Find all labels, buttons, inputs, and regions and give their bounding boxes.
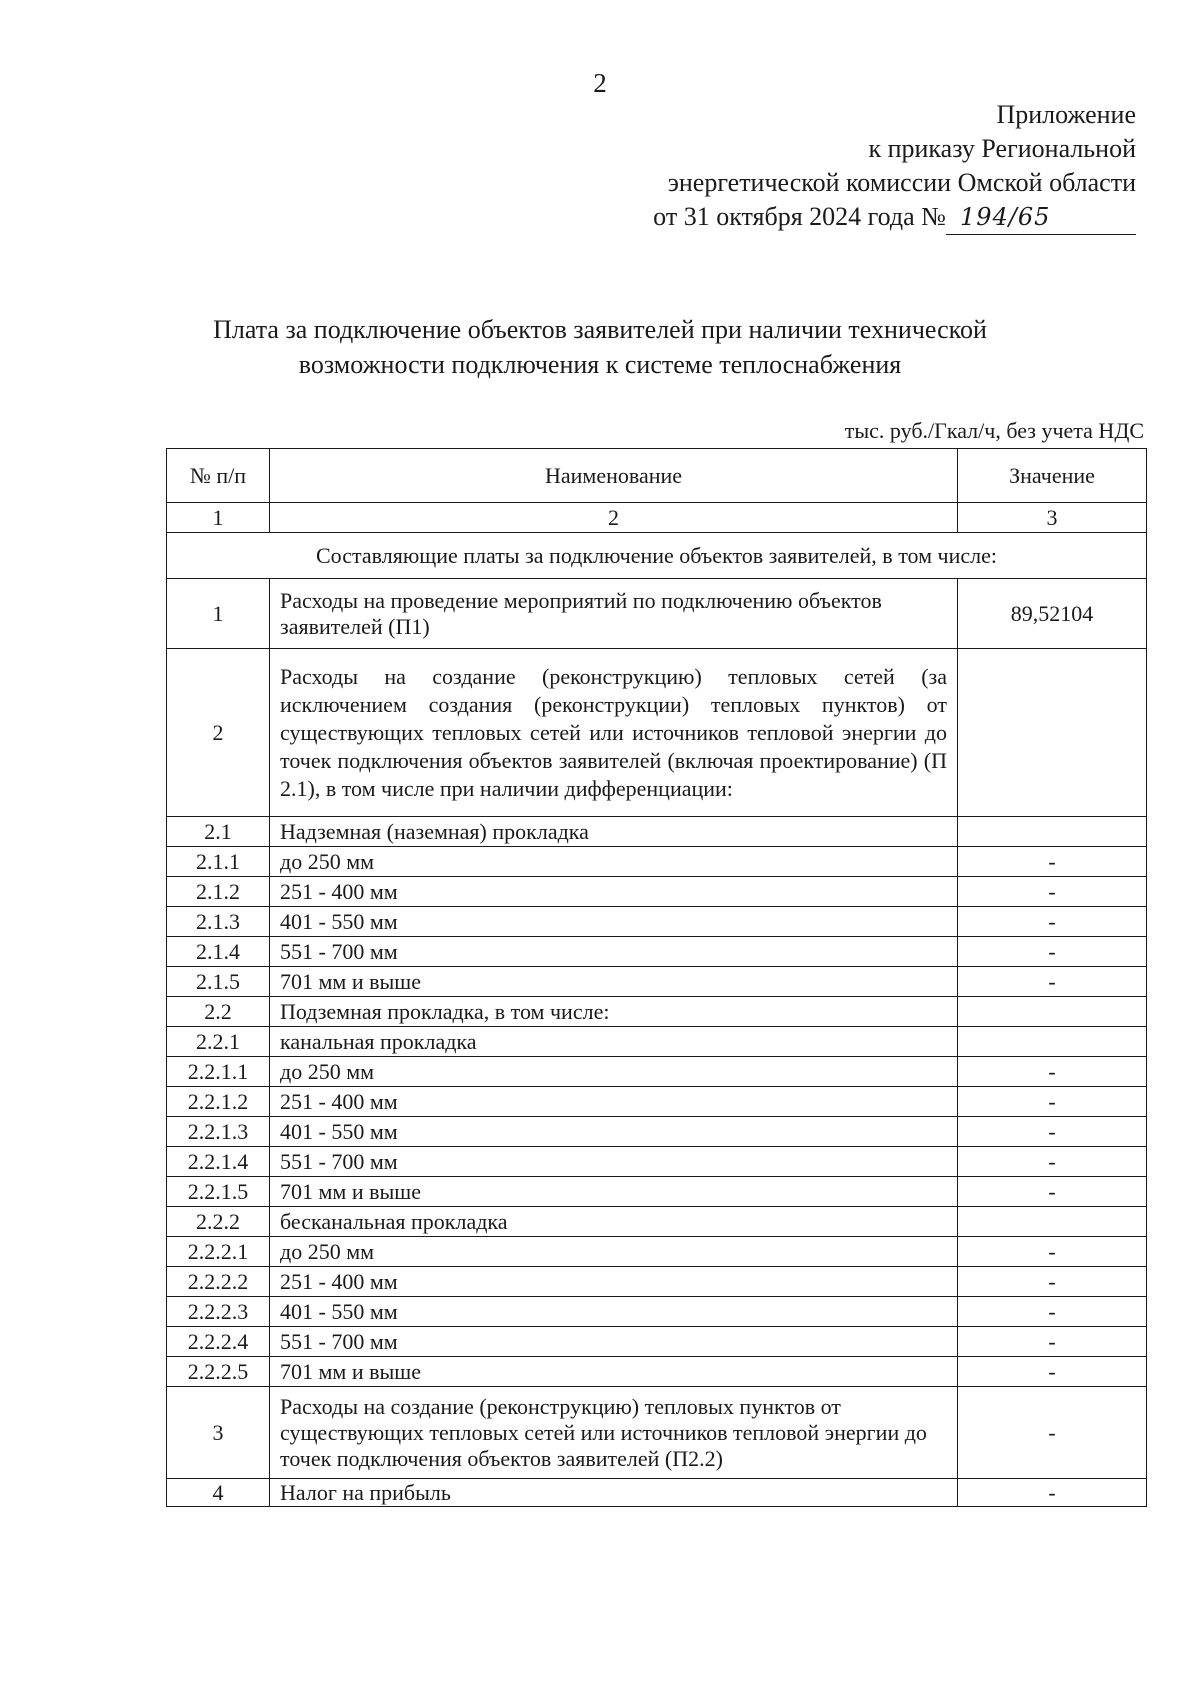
appendix-line-2: к приказу Региональной [868,134,1136,163]
row-name: 701 мм и выше [270,967,958,997]
row-value: - [958,1267,1147,1297]
table-row [167,907,1147,937]
order-date: от 31 октября 2024 года № [653,202,946,231]
row-number: 2.2.1.5 [167,1177,270,1207]
row-number: 4 [167,1479,270,1507]
appendix-line-3: энергетической комиссии Омской области [667,168,1136,197]
table-row [167,1117,1147,1147]
row-name: до 250 мм [270,1057,958,1087]
row-value: - [958,1297,1147,1327]
table-row [167,1027,1147,1057]
row-number: 2.2.1.1 [167,1057,270,1087]
row-number: 2.2.2.4 [167,1327,270,1357]
header-name: Наименование [270,449,958,503]
row-name: 701 мм и выше [270,1177,958,1207]
row-number: 2.2.1.3 [167,1117,270,1147]
row-value [958,997,1147,1027]
row-name: до 250 мм [270,847,958,877]
row-value: - [958,967,1147,997]
row-value: - [958,907,1147,937]
table-row [167,817,1147,847]
page-number: 2 [593,68,607,98]
row-number: 2.1 [167,817,270,847]
table-row [167,997,1147,1027]
row-number: 2.1.5 [167,967,270,997]
table-row [167,1297,1147,1327]
column-number-3: 3 [958,503,1147,533]
table-row [167,649,1147,817]
row-name: 551 - 700 мм [270,1327,958,1357]
table-row [167,1177,1147,1207]
row-name: до 250 мм [270,1237,958,1267]
row-number: 2.1.3 [167,907,270,937]
header-number: № п/п [167,449,270,503]
column-number-row [167,503,1147,533]
row-name: 551 - 700 мм [270,1147,958,1177]
row-value: - [958,1177,1147,1207]
column-number-1: 1 [167,503,270,533]
row-value: - [958,877,1147,907]
row-name: бесканальная прокладка [270,1207,958,1237]
row-number: 2.2.2.1 [167,1237,270,1267]
table-row [167,579,1147,649]
row-value: - [958,937,1147,967]
row-value: - [958,1479,1147,1507]
row-value: - [958,1087,1147,1117]
row-number: 2.1.1 [167,847,270,877]
order-number-field [946,200,1136,235]
row-name: 551 - 700 мм [270,937,958,967]
row-name: Надземная (наземная) прокладка [270,817,958,847]
appendix-block [653,98,1136,235]
table-row [167,1087,1147,1117]
row-number: 2 [167,649,270,817]
row-name: 401 - 550 мм [270,907,958,937]
section-header: Составляющие платы за подключение объектов заявителей, в том числе: [167,533,1147,579]
table-row [167,937,1147,967]
table-header-row [167,449,1147,503]
row-name: Расходы на создание (реконструкцию) тепловых пунктов от существующих тепловых сетей или источников тепловой энергии до точек подключения объектов заявителей (П2.2) [270,1387,958,1479]
row-value: - [958,1147,1147,1177]
row-name: 401 - 550 мм [270,1297,958,1327]
row-number: 2.2.2 [167,1207,270,1237]
table-row [167,1479,1147,1507]
row-value: - [958,847,1147,877]
units-note: тыс. руб./Гкал/ч, без учета НДС [844,418,1144,443]
row-value: 89,52104 [958,579,1147,649]
section-header-row [167,533,1147,579]
row-number: 2.2.1.4 [167,1147,270,1177]
row-number: 2.1.2 [167,877,270,907]
row-value: - [958,1357,1147,1387]
row-number: 2.2.1 [167,1027,270,1057]
table-row [167,1147,1147,1177]
row-name: Расходы на создание (реконструкцию) тепловых сетей (за исключением создания (реконструкции) тепловых пунктов) от существующих тепловых сетей или источников тепловой энергии до точек подключения объектов заявителей (включая проектирование) (П 2.1), в том числе при наличии дифференциации: [270,649,958,817]
table-row [167,967,1147,997]
table-row [167,1237,1147,1267]
row-value: - [958,1057,1147,1087]
appendix-line-1: Приложение [996,100,1136,129]
table-row [167,877,1147,907]
row-name: Подземная прокладка, в том числе: [270,997,958,1027]
row-number: 2.2.2.5 [167,1357,270,1387]
order-number-handwritten: 194/65 [960,203,1051,231]
row-value [958,1027,1147,1057]
row-value [958,817,1147,847]
row-name: Расходы на проведение мероприятий по подключению объектов заявителей (П1) [270,579,958,649]
table-row [167,1207,1147,1237]
row-number: 1 [167,579,270,649]
row-name: 251 - 400 мм [270,1267,958,1297]
row-number: 2.1.4 [167,937,270,967]
table-row [167,847,1147,877]
title-line-1: Плата за подключение объектов заявителей при наличии технической [213,315,987,344]
row-number: 2.2.2.3 [167,1297,270,1327]
table-row [167,1387,1147,1479]
table-row [167,1267,1147,1297]
document-title [170,312,1030,382]
row-value [958,1207,1147,1237]
row-number: 2.2.1.2 [167,1087,270,1117]
row-name: 701 мм и выше [270,1357,958,1387]
row-name: Налог на прибыль [270,1479,958,1507]
fee-table [166,448,1147,1507]
row-value [958,649,1147,817]
row-value: - [958,1387,1147,1479]
row-name: 251 - 400 мм [270,1087,958,1117]
row-number: 2.2.2.2 [167,1267,270,1297]
row-name: канальная прокладка [270,1027,958,1057]
table-row [167,1357,1147,1387]
title-line-2: возможности подключения к системе теплоснабжения [298,350,902,379]
row-value: - [958,1327,1147,1357]
row-name: 251 - 400 мм [270,877,958,907]
appendix-line-4 [653,200,1136,235]
table-row [167,1057,1147,1087]
row-value: - [958,1117,1147,1147]
row-number: 2.2 [167,997,270,1027]
row-number: 3 [167,1387,270,1479]
column-number-2: 2 [270,503,958,533]
table-row [167,1327,1147,1357]
row-name: 401 - 550 мм [270,1117,958,1147]
row-value: - [958,1237,1147,1267]
header-value: Значение [958,449,1147,503]
